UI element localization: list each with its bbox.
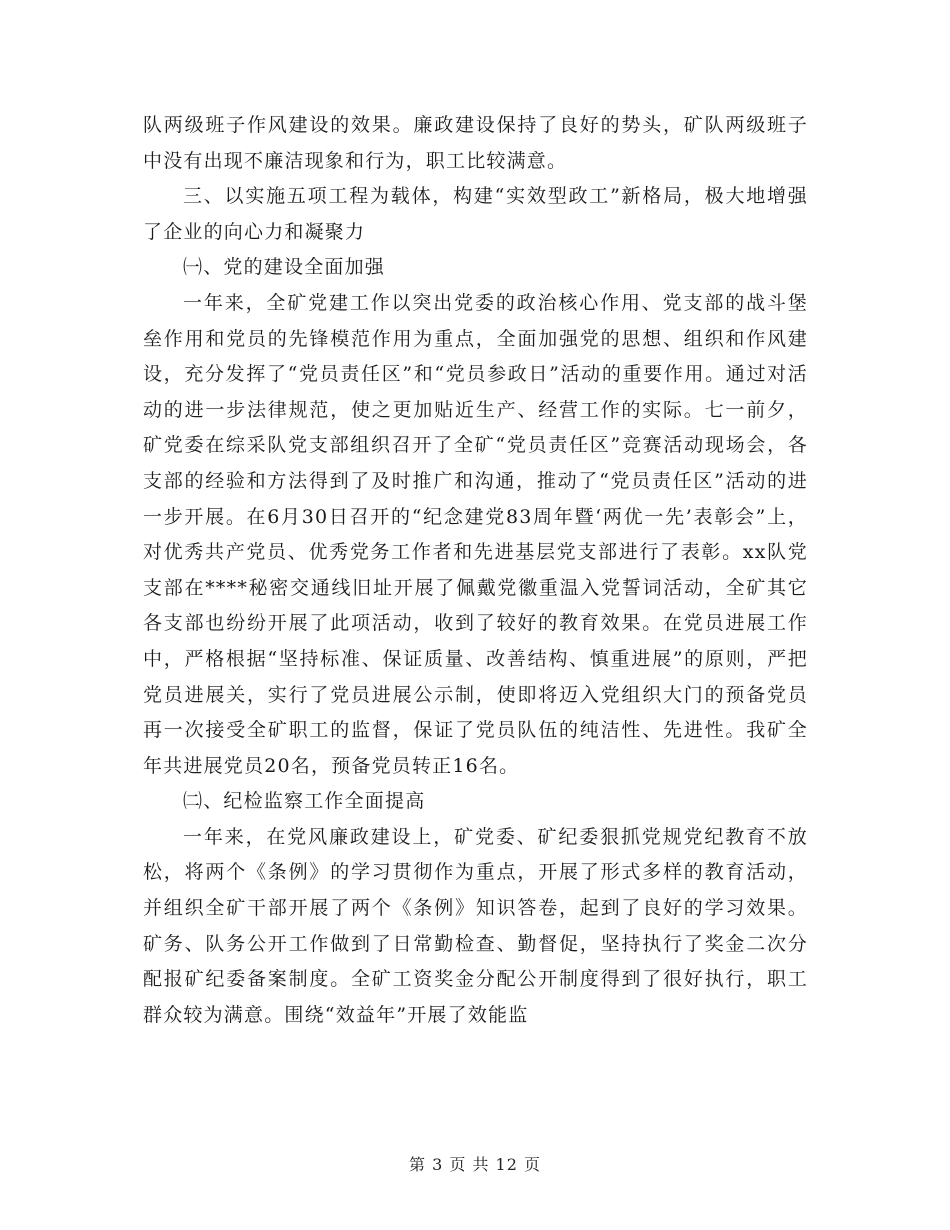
paragraph-discipline: 一年来，在党风廉政建设上，矿党委、矿纪委狠抓党规党纪教育不放松，将两个《条例》的学习贯彻作为重点，开展了形式多样的教育活动，并组织全矿干部开展了两个《条例》知识答卷，起到了良好的学习效果。矿务、队务公开工作做到了日常勤检查、勤督促，坚持执行了奖金二次分配报矿纪委备案制度。全矿工资奖金分配公开制度得到了很好执行，职工群众较为满意。围绕“效益年”开展了效能监: [143, 825, 808, 1026]
subsection-heading-discipline: ㈡、纪检监察工作全面提高: [183, 790, 426, 813]
section-heading-three: 三、以实施五项工程为载体，构建“实效型政工”新格局，极大地增强了企业的向心力和凝聚力: [143, 185, 808, 243]
paragraph-party-building: 一年来，全矿党建工作以突出党委的政治核心作用、党支部的战斗堡垒作用和党员的先锋模范作用为重点，全面加强党的思想、组织和作风建设，充分发挥了“党员责任区”和“党员参政日”活动的重要作用。通过对活动的进一步法律规范，使之更加贴近生产、经营工作的实际。七一前夕，矿党委在综采队党支部组织召开了全矿“党员责任区”竞赛活动现场会，各支部的经验和方法得到了及时推广和沟通，推动了“党员责任区”活动的进一步开展。在6月30日召开的“纪念建党83周年暨‘两优一先’表彰会”上，对优秀共产党员、优秀党务工作者和先进基层党支部进行了表彰。xx队党支部在****秘密交通线旧址开展了佩戴党徽重温入党誓词活动，全矿其它各支部也纷纷开展了此项活动，收到了较好的教育效果。在党员进展工作中，严格根据“坚持标准、保证质量、改善结构、慎重进展”的原则，严把党员进展关，实行了党员进展公示制，使即将迈入党组织大门的预备党员再一次接受全矿职工的监督，保证了党员队伍的纯洁性、先进性。我矿全年共进展党员20名，预备党员转正16名。: [143, 291, 808, 777]
document-body: [143, 108, 808, 1033]
paragraph-continuation: 队两级班子作风建设的效果。廉政建设保持了良好的势头，矿队两级班子中没有出现不廉洁现象和行为，职工比较满意。: [143, 114, 808, 172]
subsection-heading-party-building: ㈠、党的建设全面加强: [183, 256, 386, 279]
page-number-footer: 第 3 页 共 12 页: [409, 1155, 541, 1174]
